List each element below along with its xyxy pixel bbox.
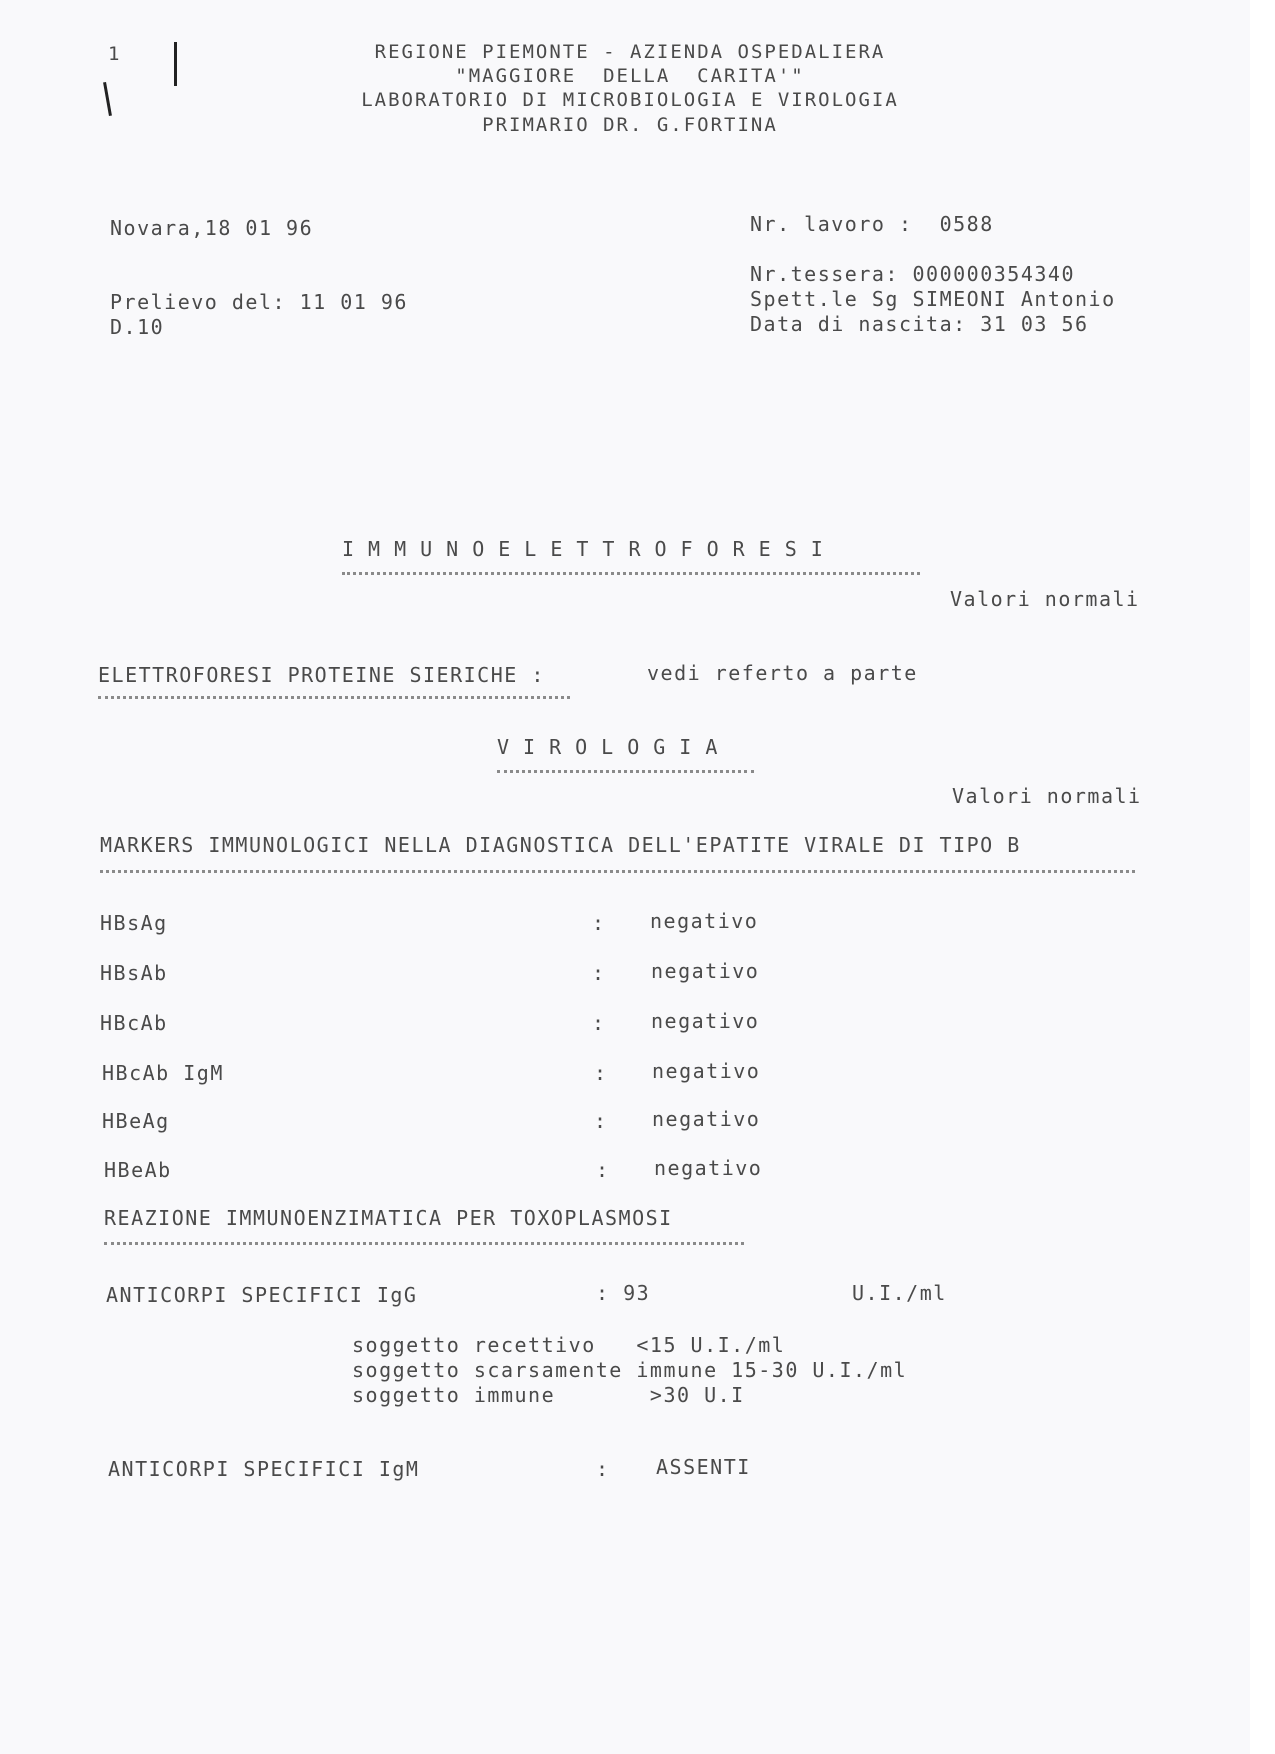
- header-line-4: PRIMARIO DR. G.FORTINA: [482, 114, 778, 136]
- title-underline: [497, 770, 754, 773]
- label-underline: [98, 696, 570, 699]
- reference-range-partially-immune: soggetto scarsamente immune 15-30 U.I./ml: [352, 1358, 908, 1382]
- marker-name: HBsAb: [100, 961, 168, 985]
- withdrawal-date: Prelievo del: 11 01 96: [110, 290, 408, 314]
- marker-separator: :: [592, 911, 606, 935]
- igg-unit: U.I./ml: [852, 1281, 947, 1305]
- hepatitis-markers-subtitle: MARKERS IMMUNOLOGICI NELLA DIAGNOSTICA DELL'EPATITE VIRALE DI TIPO B: [100, 833, 1021, 857]
- marker-name: HBeAg: [102, 1109, 170, 1133]
- header-line-3: LABORATORIO DI MICROBIOLOGIA E VIROLOGIA: [361, 89, 899, 111]
- marker-separator: :: [592, 1011, 606, 1035]
- marker-name: HBsAg: [100, 911, 168, 935]
- marker-separator: :: [594, 1109, 608, 1133]
- header-line-1: REGIONE PIEMONTE - AZIENDA OSPEDALIERA: [374, 41, 886, 63]
- normal-values-label: Valori normali: [950, 587, 1140, 611]
- marker-value: negativo: [651, 1009, 760, 1033]
- code: D.10: [110, 315, 165, 339]
- title-underline: [342, 572, 920, 575]
- igm-value: ASSENTI: [656, 1455, 751, 1479]
- birth-date: Data di nascita: 31 03 56: [750, 312, 1089, 336]
- igm-label: ANTICORPI SPECIFICI IgM: [108, 1457, 420, 1481]
- marker-value: negativo: [650, 909, 759, 933]
- marker-value: negativo: [652, 1107, 761, 1131]
- scan-edge: [1250, 0, 1275, 1754]
- section-title-immunoelettroforesi: IMMUNOELETTROFORESI: [342, 537, 837, 561]
- page-number: 1: [108, 43, 121, 65]
- card-number: Nr.tessera: 000000354340: [750, 262, 1075, 286]
- marker-name: HBeAb: [104, 1158, 172, 1182]
- marker-name: HBcAb: [100, 1011, 168, 1035]
- place-date: Novara,18 01 96: [110, 216, 314, 240]
- marker-separator: :: [596, 1158, 610, 1182]
- marker-value: negativo: [651, 959, 760, 983]
- marker-separator: :: [594, 1061, 608, 1085]
- igg-value: : 93: [596, 1281, 651, 1305]
- marker-name: HBcAb IgM: [102, 1061, 224, 1085]
- subtitle-underline: [104, 1242, 744, 1245]
- marker-separator: :: [592, 961, 606, 985]
- normal-values-label: Valori normali: [952, 784, 1142, 808]
- section-title-virologia: VIROLOGIA: [497, 735, 732, 759]
- reference-range-immune: soggetto immune >30 U.I: [352, 1383, 745, 1407]
- patient-name: Spett.le Sg SIMEONI Antonio: [750, 287, 1116, 311]
- subtitle-underline: [100, 870, 1135, 873]
- marker-value: negativo: [654, 1156, 763, 1180]
- work-number: Nr. lavoro : 0588: [750, 212, 994, 236]
- electrophoresis-label: ELETTROFORESI PROTEINE SIERICHE :: [98, 663, 545, 687]
- electrophoresis-value: vedi referto a parte: [647, 661, 918, 685]
- header-line-2: "MAGGIORE DELLA CARITA'": [455, 65, 805, 87]
- igg-label: ANTICORPI SPECIFICI IgG: [106, 1283, 418, 1307]
- reference-range-receptive: soggetto recettivo <15 U.I./ml: [352, 1333, 786, 1357]
- toxoplasmosis-subtitle: REAZIONE IMMUNOENZIMATICA PER TOXOPLASMOSI: [104, 1206, 673, 1230]
- igm-separator: :: [596, 1457, 610, 1481]
- marker-value: negativo: [652, 1059, 761, 1083]
